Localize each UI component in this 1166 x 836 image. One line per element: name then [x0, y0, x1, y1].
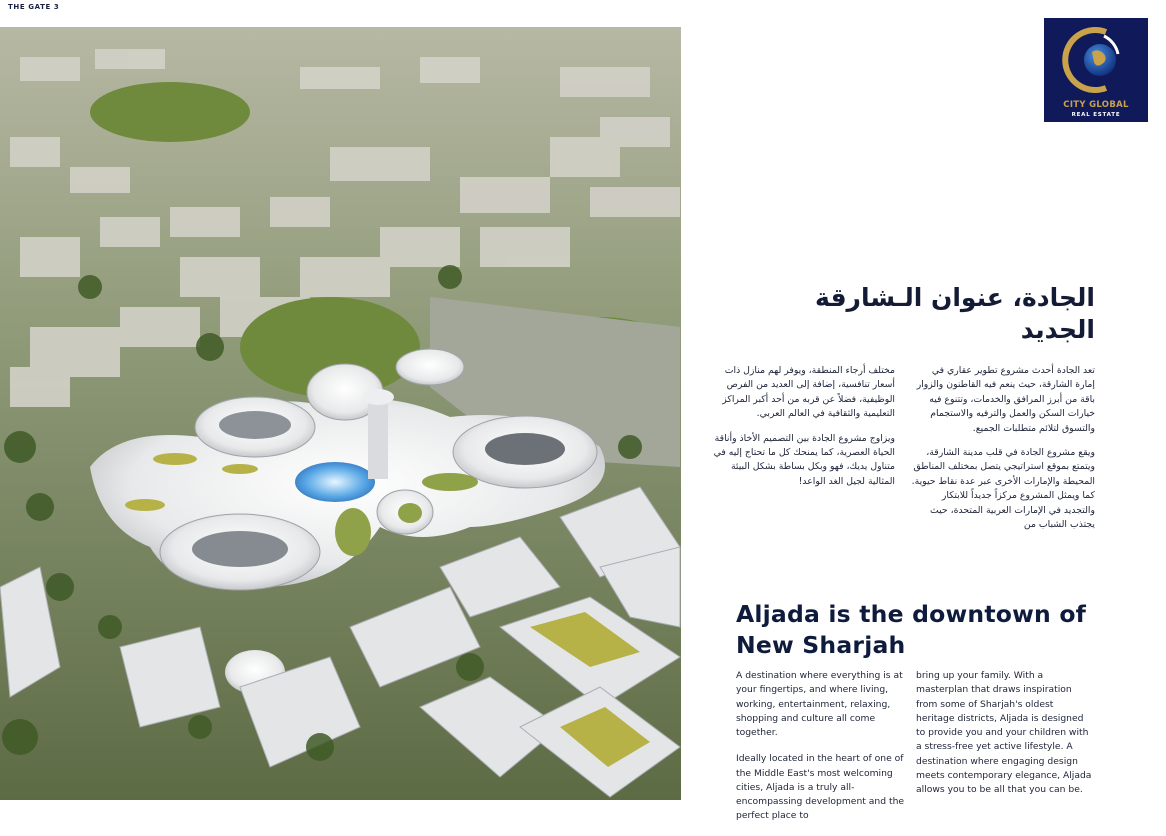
arabic-paragraph: تعد الجادة أحدث مشروع تطوير عقاري في إمارة الشارقة، حيث ينعم فيه القاطنون والزوار باقة من أبرز المرافق والخدمات، وتتنوع فيه خيارات السكن والعمل والترفيه والاستجمام والتسوق لتلائم متطلبات الجميع.: [916, 365, 1095, 434]
english-column-left: [736, 669, 908, 836]
arabic-paragraph: مختلف أرجاء المنطقة، ويوفر لهم منازل ذات أسعار تنافسية، إضافة إلى العديد من الفرص الوظيفية، فضلاً عن قربه من أحد أكبر المراكز التعليمية والثقافية في العالم العربي.: [722, 365, 895, 420]
english-headline: Aljada is the downtown of New Sharjah: [736, 600, 1087, 659]
arabic-column-right: [910, 364, 1095, 542]
arabic-column-left: [710, 364, 895, 499]
globe-emblem-icon: [1060, 24, 1132, 96]
running-head: THE GATE 3: [8, 3, 60, 11]
city-global-logo: [1044, 18, 1148, 122]
english-paragraph: Ideally located in the heart of one of the Middle East's most welcoming cities, Aljada is a truly all-encompassing development and the perfect place to: [736, 753, 905, 822]
aerial-rendering-image: [0, 27, 681, 800]
logo-wordmark: CITY GLOBAL: [1063, 100, 1129, 110]
english-column-right: [916, 669, 1094, 809]
english-paragraph: bring up your family. With a masterplan that draws inspiration from some of Sharjah's oldest heritage districts, Aljada is designed to provide you and your children with a stress-free yet active lifestyle. A destination where engaging design meets contemporary elegance, Aljada allows you to be all that you can be.: [916, 670, 1092, 795]
arabic-paragraph: ويزاوج مشروع الجادة بين التصميم الأخاذ وأناقة الحياة العصرية، كما يمنحك كل ما تحتاج إليه في متناول يديك، فهو وبكل بساطة بشكل البيئة المثالية لجيل الغد الواعد!: [713, 432, 895, 487]
english-paragraph: A destination where everything is at your fingertips, and where living, working, entertainment, relaxing, shopping and culture all come together.: [736, 670, 903, 738]
arabic-headline: الجادة، عنوان الـشارقة الجديد: [815, 283, 1095, 344]
logo-tagline: REAL ESTATE: [1071, 112, 1121, 118]
arabic-paragraph: ويقع مشروع الجادة في قلب مدينة الشارقة، ويتمتع بموقع استراتيجي يتصل بمختلف المناطق المحيطة والإمارات الأخرى عبر عدة نقاط حيوية. كما ويمثل المشروع مركزاً جديداً للابتكار والتجديد في الإمارات العربية المتحدة، حيث يجتذب الشباب من: [911, 447, 1095, 531]
